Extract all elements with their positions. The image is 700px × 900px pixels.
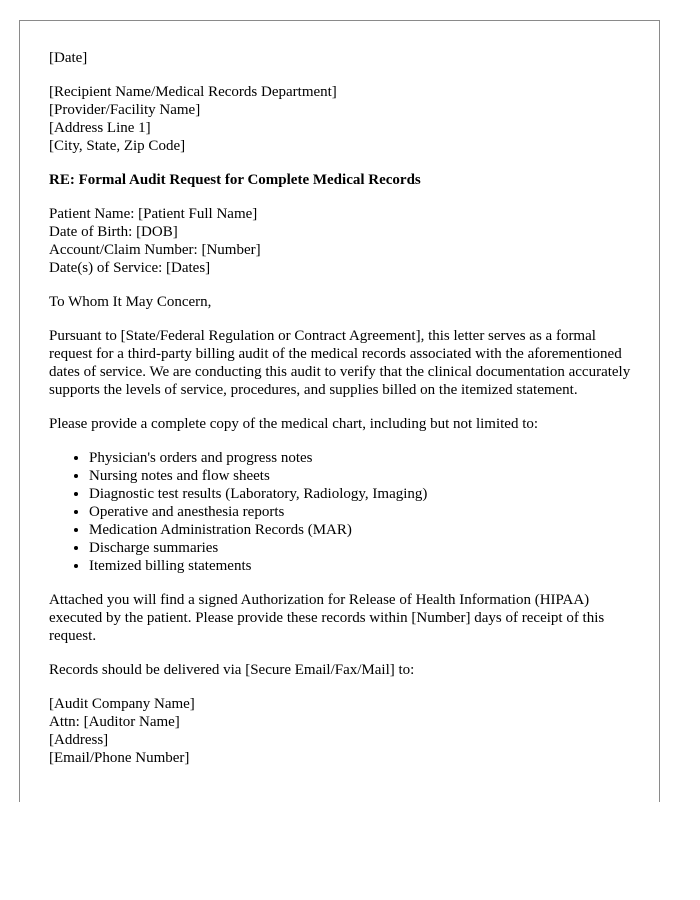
recipient-line: [Provider/Facility Name] — [49, 102, 201, 118]
delivery-address-block — [49, 695, 639, 767]
list-item: • Medication Administration Records (MAR) — [89, 521, 639, 539]
list-item: • Diagnostic test results (Laboratory, Radiology, Imaging) — [89, 485, 639, 503]
letter-date: [Date] — [49, 50, 88, 66]
requested-records-list — [49, 449, 639, 575]
delivery-address-line: [Audit Company Name] — [49, 696, 195, 712]
body-paragraph: Pursuant to [State/Federal Regulation or Contract Agreement], this letter serves as a formal request for a third-party billing audit of the medical records associated with the aforementioned dates of service. We are conducting this audit to verify that the clinical documentation accurately supports the levels of service, procedures, and supplies billed on the itemized statement. — [49, 328, 631, 398]
letter-page — [19, 20, 660, 802]
list-intro: Please provide a complete copy of the medical chart, including but not limited to: — [49, 416, 539, 432]
subject-line: RE: Formal Audit Request for Complete Medical Records — [49, 172, 421, 188]
patient-info-line: Account/Claim Number: [Number] — [49, 242, 261, 258]
list-item: • Discharge summaries — [89, 539, 639, 557]
list-item: • Operative and anesthesia reports — [89, 503, 639, 521]
recipient-line: [City, State, Zip Code] — [49, 138, 186, 154]
letter-content — [49, 49, 639, 767]
letter-date-block — [49, 49, 639, 67]
list-item: • Itemized billing statements — [89, 557, 639, 575]
patient-info-line: Patient Name: [Patient Full Name] — [49, 206, 258, 222]
salutation: To Whom It May Concern, — [49, 294, 212, 310]
delivery-address-line: [Email/Phone Number] — [49, 750, 190, 766]
list-item: • Nursing notes and flow sheets — [89, 467, 639, 485]
recipient-line: [Recipient Name/Medical Records Department] — [49, 84, 337, 100]
patient-info-block — [49, 205, 639, 277]
recipient-address-block — [49, 83, 639, 155]
patient-info-line: Date of Birth: [DOB] — [49, 224, 178, 240]
recipient-line: [Address Line 1] — [49, 120, 151, 136]
delivery-address-line: [Address] — [49, 732, 109, 748]
delivery-instructions: Records should be delivered via [Secure Email/Fax/Mail] to: — [49, 662, 415, 678]
list-item: • Physician's orders and progress notes — [89, 449, 639, 467]
patient-info-line: Date(s) of Service: [Dates] — [49, 260, 211, 276]
delivery-address-line: Attn: [Auditor Name] — [49, 714, 180, 730]
body-paragraph: Attached you will find a signed Authorization for Release of Health Information (HIPAA) executed by the patient. Please provide these records within [Number] days of receipt of this request. — [49, 592, 605, 644]
